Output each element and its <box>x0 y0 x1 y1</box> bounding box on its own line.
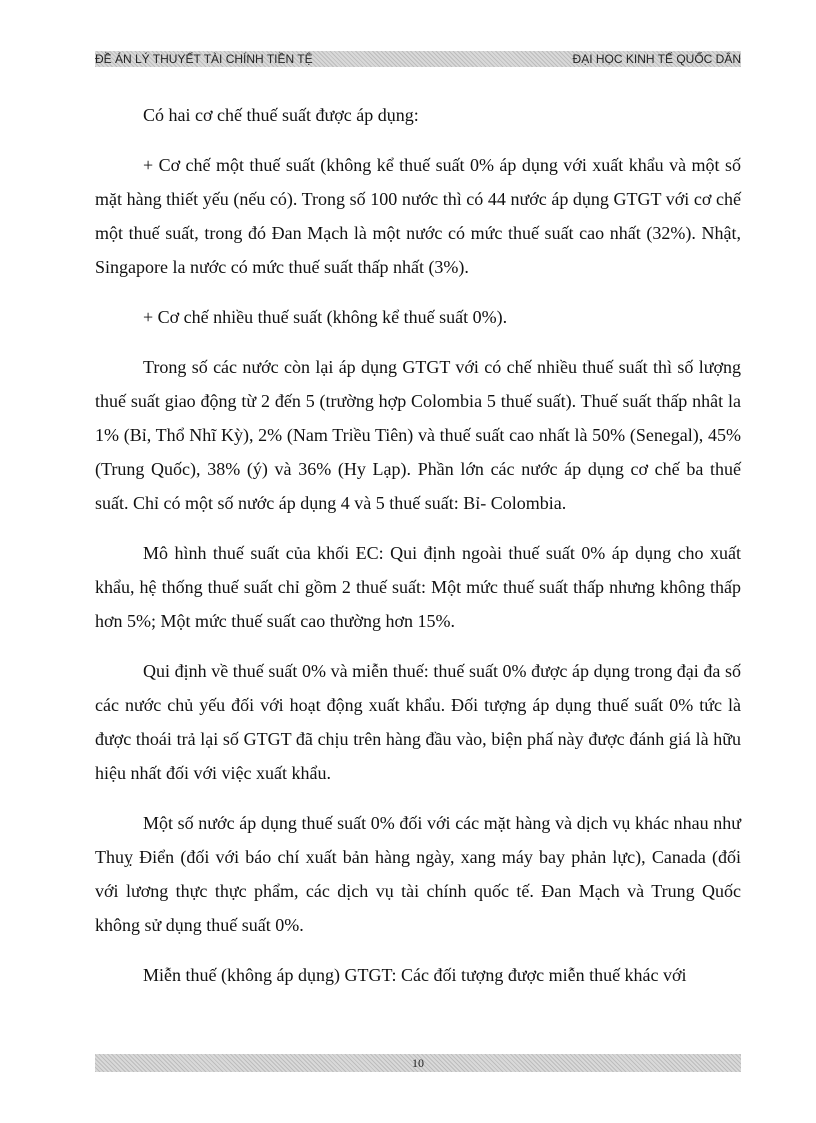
paragraph: Một số nước áp dụng thuế suất 0% đối với các mặt hàng và dịch vụ khác nhau như Thuỵ Điển (đối với báo chí xuất bản hàng ngày, xang máy bay phản lực), Canada (đối với lương thực thực phẩm, các dịch vụ tài chính quốc tế. Đan Mạch và Trung Quốc không sử dụng thuế suất 0%. <box>95 813 741 935</box>
paragraph: Mô hình thuế suất của khối EC: Qui định ngoài thuế suất 0% áp dụng cho xuất khẩu, hệ thống thuế suất chỉ gồm 2 thuế suất: Một mức thuế suất thấp nhưng không thấp hơn 5%; Một mức thuế suất cao thường hơn 15%. <box>95 543 741 631</box>
paragraph: Miễn thuế (không áp dụng) GTGT: Các đối tượng được miễn thuế khác với <box>143 965 687 985</box>
paragraph: Trong số các nước còn lại áp dụng GTGT với có chế nhiều thuế suất thì số lượng thuế suất giao động từ 2 đến 5 (trường hợp Colombia 5 thuế suất). Thuế suất thấp nhât la 1% (Bỉ, Thổ Nhĩ Kỳ), 2% (Nam Triều Tiên) và thuế suất cao nhất là 50% (Senegal), 45% (Trung Quốc), 38% (ý) và 36% (Hy Lạp). Phần lớn các nước áp dụng cơ chế ba thuế suất. Chỉ có một số nước áp dụng 4 và 5 thuế suất: Bỉ- Colombia. <box>95 357 741 513</box>
page-header <box>95 51 741 67</box>
header-course-title: ĐỀ ÁN LÝ THUYẾT TÀI CHÍNH TIỀN TỆ <box>95 52 313 66</box>
header-university: ĐẠI HỌC KINH TẾ QUỐC DÂN <box>572 52 741 66</box>
paragraph: + Cơ chế một thuế suất (không kể thuế suất 0% áp dụng với xuất khẩu và một số mặt hàng thiết yếu (nếu có). Trong số 100 nước thì có 44 nước áp dụng GTGT với cơ chế một thuế suất, trong đó Đan Mạch là một nước có mức thuế suất cao nhất (32%). Nhật, Singapore la nước có mức thuế suất thấp nhất (3%). <box>95 155 741 277</box>
paragraph: + Cơ chế nhiều thuế suất (không kể thuế suất 0%). <box>143 307 508 327</box>
document-body <box>95 98 741 1008</box>
page-number: 10 <box>412 1056 424 1070</box>
paragraph: Qui định về thuế suất 0% và miễn thuế: thuế suất 0% được áp dụng trong đại đa số các nước chủ yếu đối với hoạt động xuất khẩu. Đối tượng áp dụng thuế suất 0% tức là được thoái trả lại số GTGT đã chịu trên hàng đầu vào, biện phấ này được đánh giá là hữu hiệu nhất đối với việc xuất khẩu. <box>95 661 741 783</box>
paragraph: Có hai cơ chế thuế suất được áp dụng: <box>143 105 419 125</box>
page-footer <box>95 1054 741 1072</box>
